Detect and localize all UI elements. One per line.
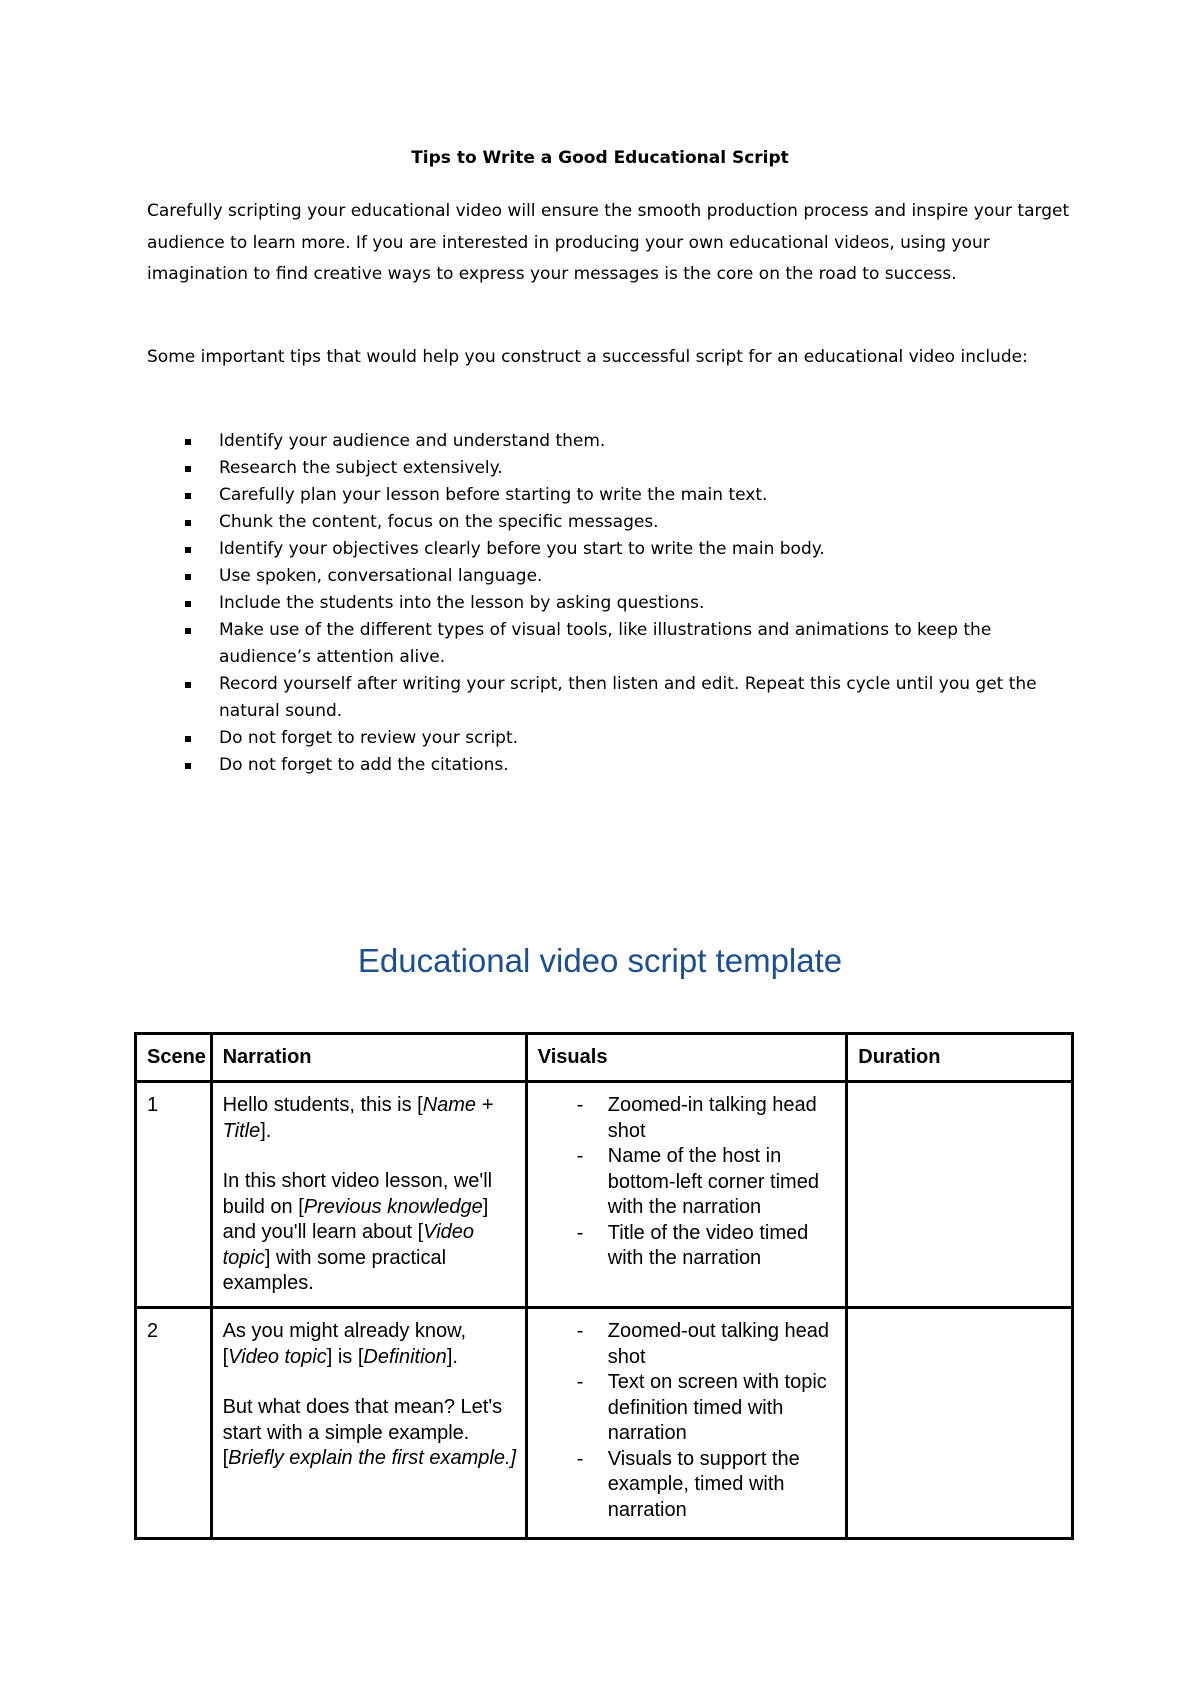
narration-text: As you might already know, [ — [222, 1320, 467, 1368]
intro-paragraph: Carefully scripting your educational video will ensure the smooth production process and inspire your target audience to learn more. If you are interested in producing your own educational videos, using your imagination to find creative ways to express your messages is the core on the road to success. — [147, 201, 1070, 284]
square-bullet-icon — [185, 736, 191, 742]
narration-placeholder: Video topic — [222, 1221, 475, 1269]
tip-list-item — [147, 482, 1077, 509]
tip-list-item — [147, 509, 1077, 536]
narration-placeholder: Video topic — [228, 1345, 327, 1368]
visual-list-item — [538, 1370, 837, 1447]
square-bullet-icon — [185, 439, 191, 445]
tips-list — [147, 428, 1077, 779]
tip-text: Carefully plan your lesson before starting to write the main text. — [219, 485, 768, 505]
visual-text: Zoomed-out talking head shot — [607, 1320, 830, 1368]
table-row — [136, 1308, 1073, 1539]
tip-text: Identify your audience and understand them. — [219, 431, 606, 451]
tip-list-item — [147, 536, 1077, 563]
visual-text: Text on screen with topic definition timed with narration — [607, 1371, 827, 1444]
tip-text: Research the subject extensively. — [219, 458, 503, 478]
tip-list-item — [147, 671, 1077, 725]
header-visuals: Visuals — [526, 1034, 846, 1082]
narration-text: ] with some practical examples. — [222, 1246, 447, 1294]
header-scene: Scene — [136, 1034, 212, 1082]
narration-paragraph — [223, 1395, 517, 1472]
visual-list-item — [538, 1144, 837, 1221]
visual-list-item — [538, 1221, 837, 1272]
table-row — [136, 1082, 1073, 1308]
duration-cell — [847, 1308, 1073, 1539]
square-bullet-icon — [185, 466, 191, 472]
visual-list-item — [538, 1447, 837, 1524]
visual-text: Name of the host in bottom-left corner timed with the narration — [607, 1145, 819, 1218]
dash-bullet-icon: - — [576, 1221, 584, 1244]
narration-text: ]. — [260, 1119, 272, 1142]
square-bullet-icon — [185, 628, 191, 634]
narration-text: But what does that mean? Let's start with a simple example. [ — [222, 1396, 503, 1469]
header-duration: Duration — [847, 1034, 1073, 1082]
visuals-cell — [526, 1308, 846, 1539]
narration-paragraph — [223, 1093, 517, 1144]
narration-text: ] is [ — [326, 1345, 364, 1368]
visual-text: Zoomed-in talking head shot — [607, 1094, 817, 1142]
tips-lead-paragraph: Some important tips that would help you construct a successful script for an educational video include: — [147, 347, 1028, 367]
narration-paragraph — [223, 1169, 517, 1297]
tip-list-item — [147, 617, 1077, 671]
template-heading: Educational video script template — [357, 942, 843, 979]
tip-text: Chunk the content, focus on the specific messages. — [219, 512, 659, 532]
dash-bullet-icon: - — [576, 1094, 584, 1116]
visual-text: Visuals to support the example, timed with narration — [607, 1447, 800, 1521]
visuals-list — [538, 1319, 837, 1523]
narration-text: ]. — [446, 1345, 458, 1368]
tip-text: Do not forget to add the citations. — [219, 755, 509, 775]
narration-placeholder: Briefly explain the first example.] — [228, 1447, 517, 1469]
scene-number-cell: 2 — [136, 1308, 212, 1539]
narration-text: ] and you'll learn about [ — [222, 1195, 489, 1243]
narration-cell — [211, 1308, 526, 1539]
square-bullet-icon — [185, 682, 191, 688]
visual-list-item — [538, 1093, 837, 1144]
table-body — [136, 1082, 1073, 1539]
tip-text: Make use of the different types of visual tools, like illustrations and animations to keep the audience’s attention alive. — [219, 620, 992, 667]
square-bullet-icon — [185, 601, 191, 607]
square-bullet-icon — [185, 547, 191, 553]
visual-text: Title of the video timed with the narration — [607, 1221, 809, 1269]
narration-text: Hello students, this is [ — [222, 1094, 423, 1116]
dash-bullet-icon: - — [576, 1320, 584, 1342]
visuals-list — [538, 1093, 837, 1272]
square-bullet-icon — [185, 763, 191, 769]
tip-list-item — [147, 590, 1077, 617]
tip-list-item — [147, 428, 1077, 455]
narration-cell — [211, 1082, 526, 1308]
scene-number-cell: 1 — [136, 1082, 212, 1308]
tip-text: Include the students into the lesson by asking questions. — [219, 593, 705, 613]
dash-bullet-icon: - — [576, 1145, 584, 1167]
narration-placeholder: Name + Title — [222, 1094, 494, 1142]
tip-text: Identify your objectives clearly before you start to write the main body. — [219, 539, 825, 559]
narration-paragraph — [223, 1319, 517, 1370]
tip-text: Record yourself after writing your script, then listen and edit. Repeat this cycle until you get the natural sound. — [219, 674, 1037, 721]
square-bullet-icon — [185, 520, 191, 526]
tips-title: Tips to Write a Good Educational Script — [411, 148, 789, 168]
dash-bullet-icon: - — [576, 1447, 584, 1470]
header-narration: Narration — [211, 1034, 526, 1082]
square-bullet-icon — [185, 574, 191, 580]
duration-cell — [847, 1082, 1073, 1308]
tip-text: Use spoken, conversational language. — [219, 566, 543, 586]
dash-bullet-icon: - — [576, 1371, 584, 1393]
narration-placeholder: Definition — [363, 1345, 447, 1368]
narration-text: In this short video lesson, we'll build on [ — [222, 1170, 493, 1218]
tip-text: Do not forget to review your script. — [219, 728, 519, 748]
script-template-table — [134, 1032, 1074, 1540]
table-header-row — [136, 1034, 1073, 1082]
tip-list-item — [147, 455, 1077, 482]
tip-list-item — [147, 563, 1077, 590]
tip-list-item — [147, 752, 1077, 779]
visuals-cell — [526, 1082, 846, 1308]
visual-list-item — [538, 1319, 837, 1370]
tip-list-item — [147, 725, 1077, 752]
square-bullet-icon — [185, 493, 191, 499]
narration-placeholder: Previous knowledge — [303, 1195, 483, 1218]
